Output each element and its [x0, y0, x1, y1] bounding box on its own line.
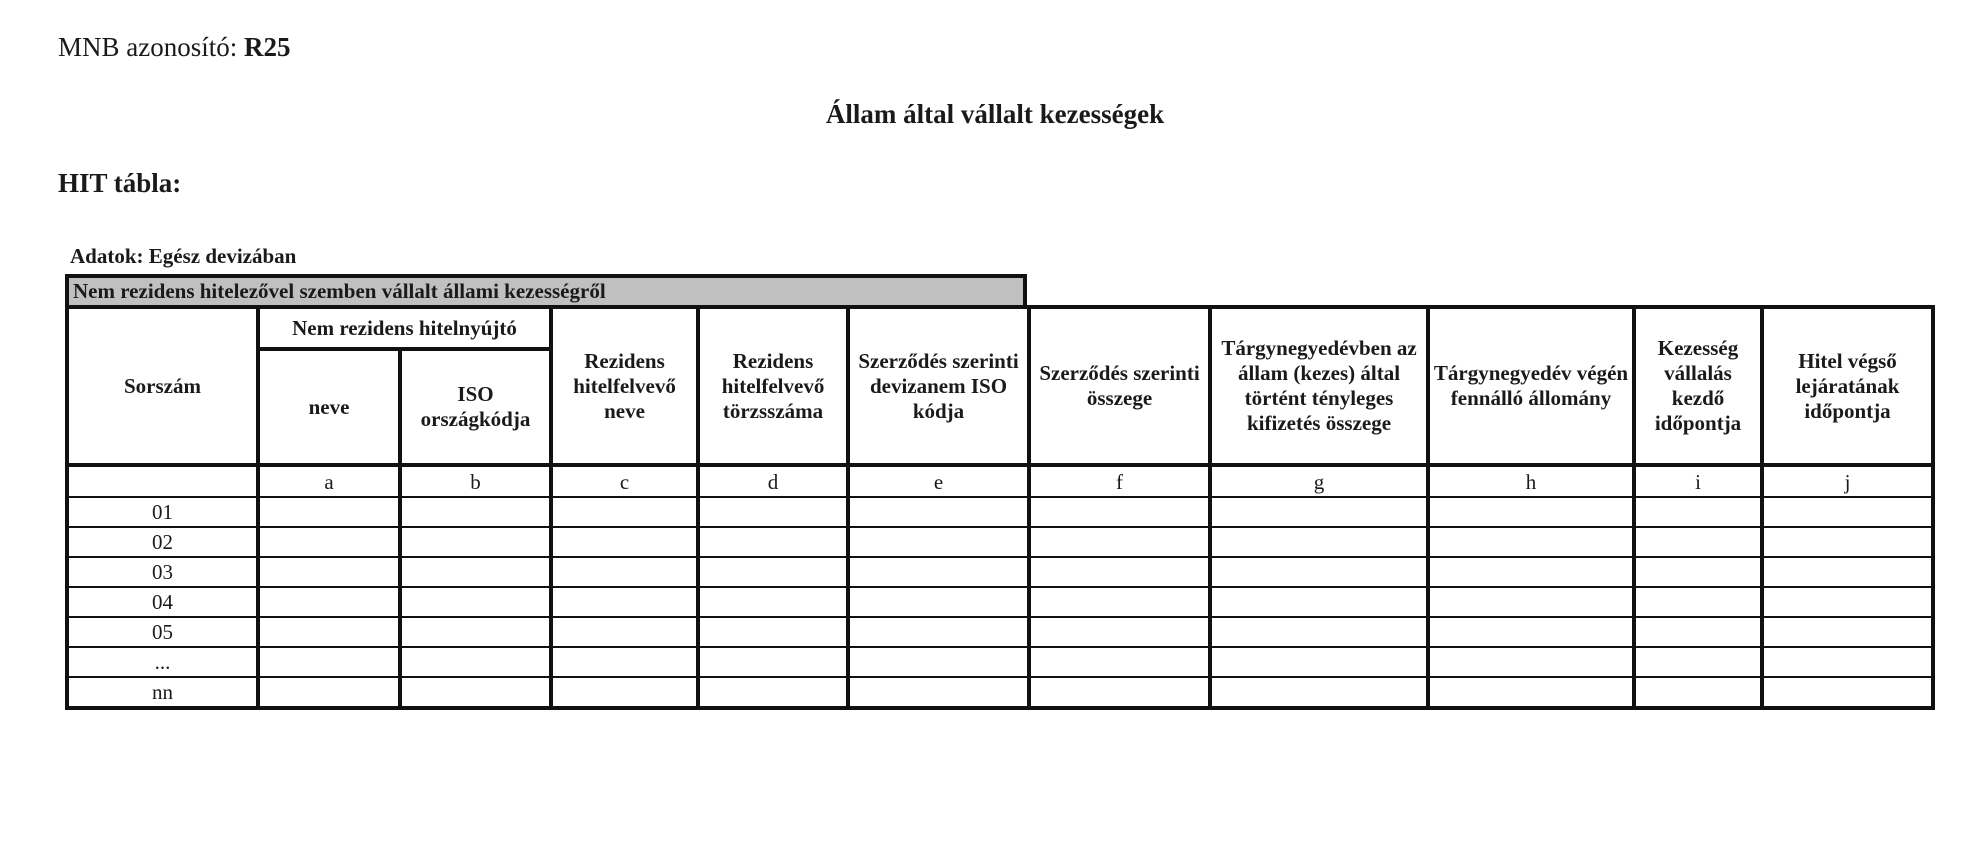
data-cell[interactable] — [1634, 677, 1762, 708]
letter-cell — [67, 465, 258, 497]
data-cell[interactable] — [1428, 677, 1634, 708]
data-cell[interactable] — [848, 647, 1029, 677]
data-cell[interactable] — [1428, 497, 1634, 527]
data-cell[interactable] — [1762, 527, 1933, 557]
letter-cell: g — [1210, 465, 1428, 497]
data-cell[interactable] — [258, 587, 400, 617]
data-cell[interactable] — [258, 617, 400, 647]
data-cell[interactable] — [1634, 527, 1762, 557]
data-cell[interactable] — [551, 587, 698, 617]
mnb-code: R25 — [244, 32, 291, 62]
data-cell[interactable] — [1762, 587, 1933, 617]
letter-row — [67, 465, 1933, 497]
letter-cell: f — [1029, 465, 1210, 497]
data-cell[interactable] — [1762, 557, 1933, 587]
table-row — [67, 587, 1933, 617]
mnb-identifier — [58, 32, 291, 63]
letter-cell: e — [848, 465, 1029, 497]
row-number: ... — [67, 647, 258, 677]
data-cell[interactable] — [1634, 497, 1762, 527]
col-j: Hitel végső lejáratának időpontja — [1762, 307, 1933, 465]
data-cell[interactable] — [1210, 617, 1428, 647]
data-cell[interactable] — [1210, 587, 1428, 617]
data-cell[interactable] — [1029, 527, 1210, 557]
row-number: 03 — [67, 557, 258, 587]
data-cell[interactable] — [551, 557, 698, 587]
data-cell[interactable] — [1762, 617, 1933, 647]
data-cell[interactable] — [400, 677, 551, 708]
letter-cell: b — [400, 465, 551, 497]
letter-cell: h — [1428, 465, 1634, 497]
col-e: Szerződés szerinti devizanem ISO kódja — [848, 307, 1029, 465]
data-cell[interactable] — [848, 527, 1029, 557]
data-cell[interactable] — [400, 497, 551, 527]
col-g: Tárgynegyedévben az állam (kezes) által történt tényleges kifizetés összege — [1210, 307, 1428, 465]
col-neve: neve — [258, 349, 400, 465]
data-cell[interactable] — [698, 647, 848, 677]
data-cell[interactable] — [1029, 497, 1210, 527]
section-label: Nem rezidens hitelezővel szemben vállalt állami kezességről — [65, 274, 1027, 305]
data-cell[interactable] — [1634, 647, 1762, 677]
data-cell[interactable] — [1210, 647, 1428, 677]
data-cell[interactable] — [698, 497, 848, 527]
row-number: nn — [67, 677, 258, 708]
col-i: Kezesség vállalás kezdő időpontja — [1634, 307, 1762, 465]
col-h: Tárgynegyedév végén fennálló állomány — [1428, 307, 1634, 465]
data-cell[interactable] — [698, 587, 848, 617]
data-cell[interactable] — [400, 617, 551, 647]
data-cell[interactable] — [848, 587, 1029, 617]
row-number: 02 — [67, 527, 258, 557]
letter-cell: i — [1634, 465, 1762, 497]
table-row — [67, 647, 1933, 677]
data-cell[interactable] — [400, 527, 551, 557]
header-row — [67, 307, 1933, 349]
letter-cell: a — [258, 465, 400, 497]
col-group-lender: Nem rezidens hitelnyújtó — [258, 307, 551, 349]
col-d: Rezidens hitelfelvevő törzsszáma — [698, 307, 848, 465]
data-cell[interactable] — [698, 677, 848, 708]
hit-table — [65, 305, 1935, 710]
data-cell[interactable] — [1762, 497, 1933, 527]
data-cell[interactable] — [400, 587, 551, 617]
data-cell[interactable] — [1428, 617, 1634, 647]
data-cell[interactable] — [1634, 617, 1762, 647]
data-cell[interactable] — [1428, 557, 1634, 587]
data-cell[interactable] — [258, 527, 400, 557]
row-number: 05 — [67, 617, 258, 647]
data-cell[interactable] — [698, 527, 848, 557]
letter-cell: c — [551, 465, 698, 497]
page-title: Állam által vállalt kezességek — [825, 99, 1165, 129]
table-row — [67, 617, 1933, 647]
data-cell[interactable] — [698, 617, 848, 647]
data-cell[interactable] — [258, 557, 400, 587]
table-row — [67, 557, 1933, 587]
data-cell[interactable] — [1210, 527, 1428, 557]
data-cell[interactable] — [848, 677, 1029, 708]
data-cell[interactable] — [1210, 557, 1428, 587]
letter-cell: d — [698, 465, 848, 497]
data-cell[interactable] — [1029, 677, 1210, 708]
table-row — [67, 677, 1933, 708]
table-row — [67, 527, 1933, 557]
data-cell[interactable] — [258, 647, 400, 677]
data-cell[interactable] — [1029, 587, 1210, 617]
data-cell[interactable] — [1428, 587, 1634, 617]
data-cell[interactable] — [258, 497, 400, 527]
data-cell[interactable] — [1428, 647, 1634, 677]
data-cell[interactable] — [1428, 527, 1634, 557]
row-number: 04 — [67, 587, 258, 617]
data-cell[interactable] — [551, 527, 698, 557]
data-cell[interactable] — [848, 557, 1029, 587]
data-cell[interactable] — [400, 557, 551, 587]
data-cell[interactable] — [551, 497, 698, 527]
data-cell[interactable] — [551, 647, 698, 677]
table-row — [67, 497, 1933, 527]
data-cell[interactable] — [1029, 617, 1210, 647]
data-cell[interactable] — [1029, 647, 1210, 677]
data-cell[interactable] — [1762, 677, 1933, 708]
data-cell[interactable] — [1210, 677, 1428, 708]
data-cell[interactable] — [1634, 587, 1762, 617]
col-c: Rezidens hitelfelvevő neve — [551, 307, 698, 465]
col-iso: ISO országkódja — [400, 349, 551, 465]
data-cell[interactable] — [400, 647, 551, 677]
row-number: 01 — [67, 497, 258, 527]
data-cell[interactable] — [551, 617, 698, 647]
data-cell[interactable] — [258, 677, 400, 708]
mnb-prefix: MNB azonosító: — [58, 32, 238, 62]
col-f: Szerződés szerinti összege — [1029, 307, 1210, 465]
data-cell[interactable] — [848, 617, 1029, 647]
data-cell[interactable] — [1029, 557, 1210, 587]
data-cell[interactable] — [551, 677, 698, 708]
letter-cell: j — [1762, 465, 1933, 497]
table-name: HIT tábla: — [58, 168, 182, 198]
data-cell[interactable] — [1634, 557, 1762, 587]
data-note: Adatok: Egész devizában — [70, 244, 297, 268]
data-cell[interactable] — [848, 497, 1029, 527]
col-sorszam: Sorszám — [67, 307, 258, 465]
data-cell[interactable] — [1762, 647, 1933, 677]
data-cell[interactable] — [698, 557, 848, 587]
data-cell[interactable] — [1210, 497, 1428, 527]
